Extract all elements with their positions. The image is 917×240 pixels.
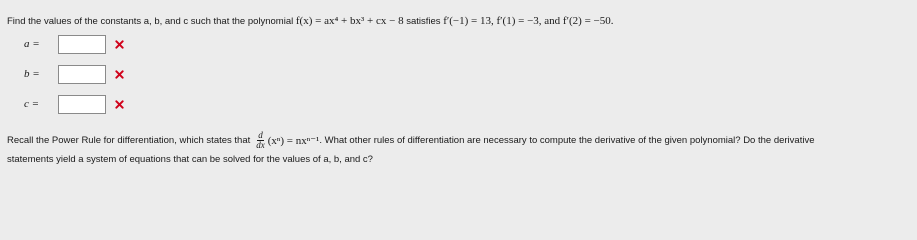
- question-text: [7, 15, 613, 27]
- hint-line-1: [7, 131, 814, 150]
- incorrect-x-icon: [115, 70, 124, 79]
- power-rule-expression: (xⁿ) = nxⁿ⁻¹: [267, 135, 320, 147]
- derivative-conditions: f′(−1) = 13, f′(1) = −3, and f′(2) = −50.: [443, 15, 614, 27]
- incorrect-x-icon: [115, 100, 124, 109]
- answer-input-c[interactable]: [58, 95, 106, 114]
- hint-line-2: statements yield a system of equations that can be solved for the values of a, b, and c?: [7, 154, 373, 165]
- question-prefix: Find the values of the constants a, b, and c such that the polynomial: [7, 16, 294, 27]
- hint-suffix: . What other rules of differentiation are necessary to compute the derivative of the given polynomial? Do the derivative: [319, 135, 815, 146]
- answer-input-b[interactable]: [58, 65, 106, 84]
- polynomial-expression: f(x) = ax⁴ + bx³ + cx − 8: [295, 15, 404, 27]
- answer-row-b: [24, 64, 124, 84]
- answer-label-c: c =: [24, 98, 40, 110]
- answer-input-a[interactable]: [58, 35, 106, 54]
- answer-label-b: b =: [24, 68, 40, 80]
- answer-label-a: a =: [24, 38, 40, 50]
- derivative-operator: [255, 131, 266, 150]
- derivative-denominator: dx: [256, 140, 265, 150]
- derivative-numerator: d: [258, 130, 263, 140]
- hint-prefix: Recall the Power Rule for differentiation, which states that: [7, 135, 251, 146]
- answer-row-c: [24, 94, 124, 114]
- satisfies-text: satisfies: [406, 16, 441, 27]
- answer-row-a: [24, 34, 124, 54]
- incorrect-x-icon: [115, 40, 124, 49]
